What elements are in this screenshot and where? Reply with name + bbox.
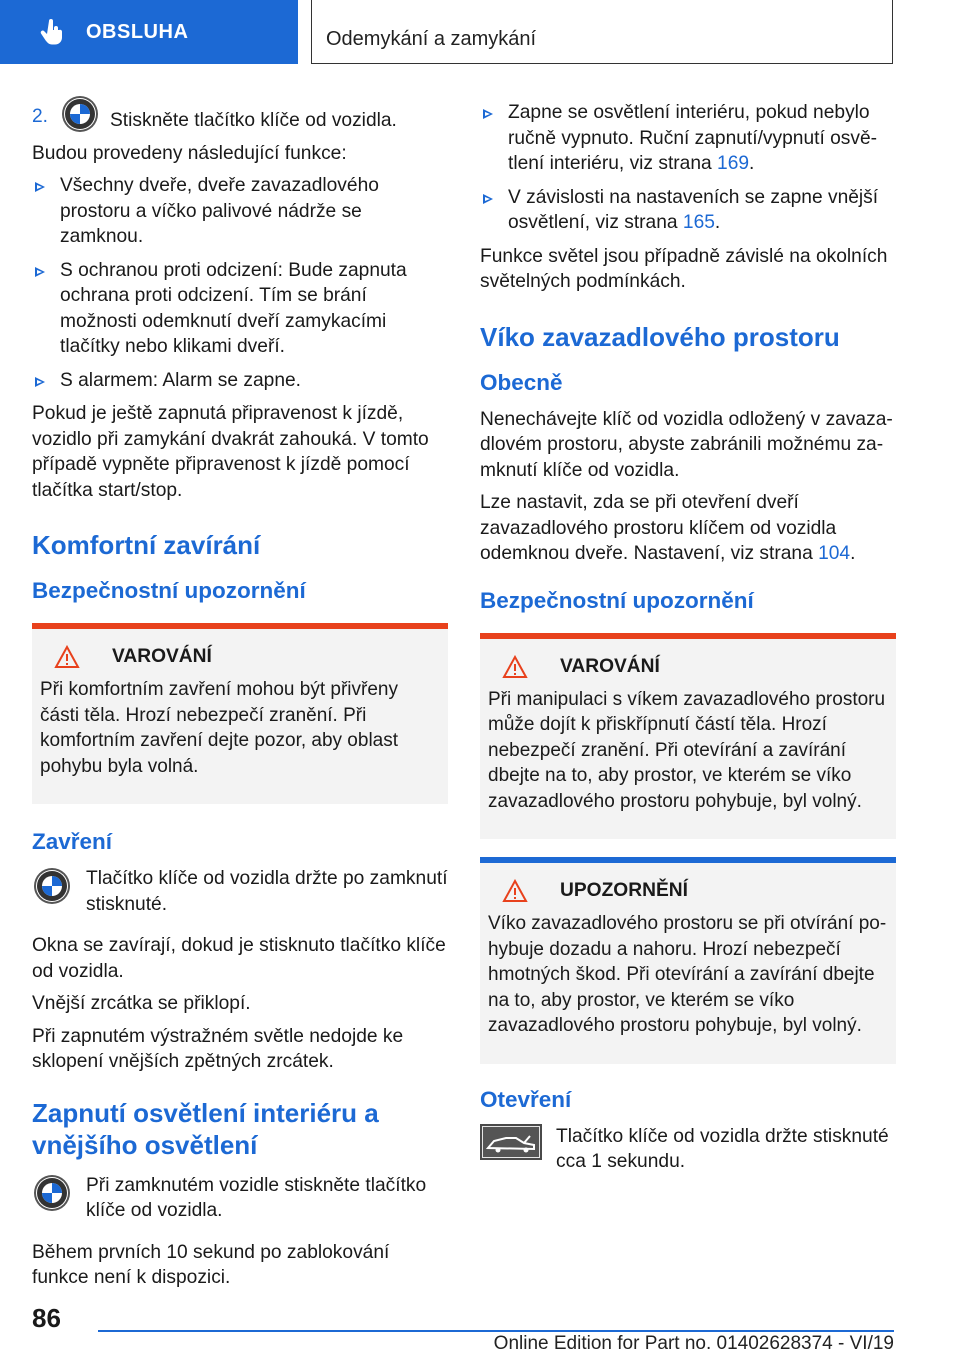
chapter-header xyxy=(311,0,893,64)
list-item: Zapne se osvětlení interiéru, pokud nebylo ručně vypnuto. Ruční zapnutí/vypnutí osvětlení interiéru, viz strana 169. xyxy=(480,100,896,177)
heading-komfort: Komfortní zavírání xyxy=(32,530,261,560)
paragraph: Lze nastavit, zda se při otevření dveří zavazadlového prostoru klíčem od vozidla odemknou dveře. Nastavení, viz strana 104. xyxy=(480,492,856,564)
page-ref-link[interactable]: 165 xyxy=(682,212,715,233)
list-item: S ochranou proti odcizení: Bude zapnuta ochrana proti odcizení. Tím se brání možnosti odemknutí dveří zamykacími tlačítky nebo klikami dveří. xyxy=(32,258,448,360)
key-text: Při zamknutém vozidle stiskněte tlačítko klíče od vozidla. xyxy=(86,1174,427,1221)
paragraph: Vnější zrcátka se přiklopí. xyxy=(32,993,251,1014)
warning-triangle-icon xyxy=(502,655,528,679)
bmw-key-icon xyxy=(32,866,72,906)
key-text: Tlačítko klíče od vozidla držte stisknuté cca 1 sekundu. xyxy=(556,1125,889,1172)
intro-text: Budou provedeny následující funkce: xyxy=(32,142,347,164)
chapter-title: Odemykání a zamykání xyxy=(326,28,537,50)
key-text: Tlačítko klíče od vozidla držte po zamknutí stisknuté. xyxy=(86,868,448,915)
paragraph: Nenechávejte klíč od vozidla odložený v zavazadlovém prostoru, abyste zabránili možnému zamknutí klíče od vozidla. xyxy=(480,408,893,481)
hand-pointer-icon xyxy=(38,17,68,47)
warning-title: VAROVÁNÍ xyxy=(112,646,212,667)
left-column xyxy=(32,100,448,1298)
warning-triangle-icon xyxy=(502,879,528,903)
notice-title: UPOZORNĚNÍ xyxy=(560,880,688,901)
heading-obecne: Obecně xyxy=(480,369,563,395)
list-item: V závislosti na nastaveních se zapne vnější osvětlení, viz strana 165. xyxy=(480,185,896,236)
warning-triangle-icon xyxy=(54,645,80,669)
page-ref-link[interactable]: 104 xyxy=(818,543,851,564)
list-item: S alarmem: Alarm se zapne. xyxy=(32,368,448,394)
warning-title: VAROVÁNÍ xyxy=(560,655,660,677)
paragraph: Během prvních 10 sekund po zablokování funkce není k dispozici. xyxy=(32,1241,390,1288)
footer-divider xyxy=(98,1330,894,1332)
footer-edition: Online Edition for Part no. 01402628374 - VI/19 xyxy=(493,1333,894,1354)
heading-otevreni: Otevření xyxy=(480,1086,572,1112)
warning-box xyxy=(480,633,896,840)
heading-viko: Víko zavazadlového prostoru xyxy=(480,321,840,352)
notice-box xyxy=(480,857,896,1064)
page-number: 86 xyxy=(32,1303,61,1333)
heading-safety: Bezpečnostní upozornění xyxy=(32,578,306,603)
warning-text: Při komfortním zavření mohou být přivřeny části těla. Hrozí nebezpečí zranění. Při komfortním zavření dejte pozor, aby oblast pohybu byla volná. xyxy=(40,679,399,777)
bmw-key-icon xyxy=(60,94,100,134)
key-instruction xyxy=(480,1124,896,1175)
step-2 xyxy=(32,100,448,141)
step-text: Stiskněte tlačítko klíče od vozidla. xyxy=(110,110,397,131)
heading-zavreni: Zavření xyxy=(32,829,113,854)
paragraph: Pokud je ještě zapnutá připravenost k jízdě, vozidlo při zamykání dvakrát zahouká. V tomto případě vypněte připravenost k jízdě pomocí tlačítka start/stop. xyxy=(32,403,429,501)
section-tab xyxy=(0,0,298,64)
heading-safety: Bezpečnostní upozornění xyxy=(480,587,754,613)
trunk-open-icon xyxy=(480,1124,542,1160)
key-instruction xyxy=(32,1173,448,1224)
paragraph: Funkce světel jsou případně závislé na okolních světelných podmínkách. xyxy=(480,245,888,292)
paragraph: Při zapnutém výstražném světle nedojde ke sklopení vnějších zpětných zrcátek. xyxy=(32,1025,404,1072)
heading-osvetleni: Zapnutí osvětlení interiéru a vnějšího osvětlení xyxy=(32,1097,379,1160)
paragraph: Okna se zavírají, dokud je stisknuto tlačítko klíče od vozidla. xyxy=(32,935,446,982)
key-instruction xyxy=(32,866,448,917)
step-number: 2. xyxy=(32,106,49,127)
notice-text: Víko zavazadlového prostoru se při otvírání pohybuje dozadu a nahoru. Hrozí nebezpečí hmotných škod. Při otevírání a zavírání dbejte na to, aby prostor, ve kterém se víko zavazadlového prostoru pohybuje, byl volný. xyxy=(488,913,887,1036)
list-item: Všechny dveře, dveře zavazadlového prostoru a víčko palivové nádrže se zamknou. xyxy=(32,173,448,250)
warning-text: Při manipulaci s víkem zavazadlového prostoru může dojít k přiskřípnutí částí těla. Hrozí nebezpečí zranění. Při otevírání a zavírání dbejte na to, aby prostor, ve kterém se víko zavazadlového prostoru pohybuje, byl volný. xyxy=(488,688,886,812)
warning-box xyxy=(32,623,448,804)
page-ref-link[interactable]: 169 xyxy=(717,153,750,174)
right-column xyxy=(480,100,896,1185)
section-title: OBSLUHA xyxy=(86,20,189,43)
bmw-key-icon xyxy=(32,1173,72,1213)
